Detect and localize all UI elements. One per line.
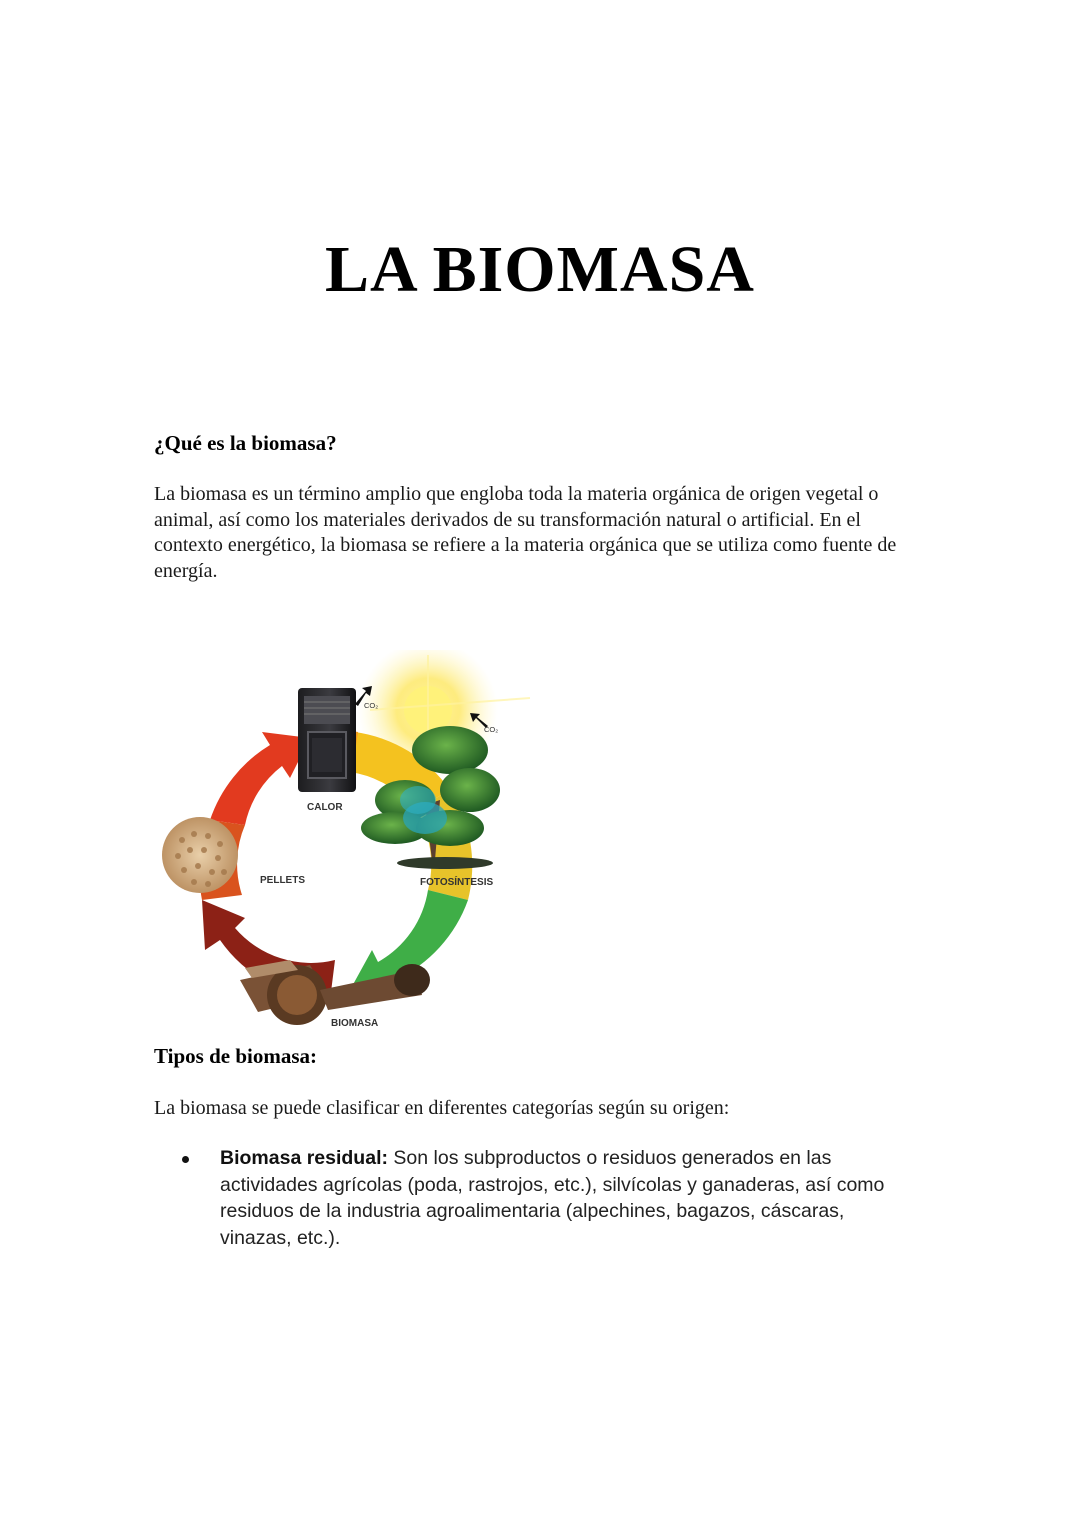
pellet-stove-icon [298,688,356,792]
bullet-term: Biomasa residual: [220,1147,388,1169]
bullet-text: Son los subproductos o residuos generados en las actividades agrícolas (poda, rastrojos, etc.), silvícolas y ganaderas, así como residuos de la industria agroalimentaria (alpechines, bagazos, cáscaras, vinazas, etc.). [220,1147,885,1249]
pellets-label: PELLETS [260,875,306,886]
list-item [174,1145,914,1251]
section-heading-types: Tipos de biomasa: [154,1044,317,1068]
logs-icon [240,960,430,1025]
types-paragraph: La biomasa se puede clasificar en diferentes categorías según su origen: [154,1097,730,1119]
calor-label: CALOR [307,802,343,813]
co2-stove-label: CO₂ [364,701,379,710]
section-heading-what-is: ¿Qué es la biomasa? [154,431,337,455]
biomasa-label: BIOMASA [331,1018,379,1029]
biomass-types-list [174,1145,914,1251]
fotosintesis-label: FOTOSÍNTESIS [420,877,494,888]
pellets-icon [162,817,238,893]
co2-tree-label: CO₂ [484,725,499,734]
page-title: LA BIOMASA [325,233,755,306]
bullet-icon [182,1156,189,1163]
intro-paragraph: La biomasa es un término amplio que engloba toda la materia orgánica de origen vegetal o animal, así como los materiales derivados de su transformación natural o artificial. En el contexto energético, la biomasa se refiere a la materia orgánica que se utiliza como fuente de energía. [154,483,897,582]
biomass-cycle-diagram [150,650,540,1042]
